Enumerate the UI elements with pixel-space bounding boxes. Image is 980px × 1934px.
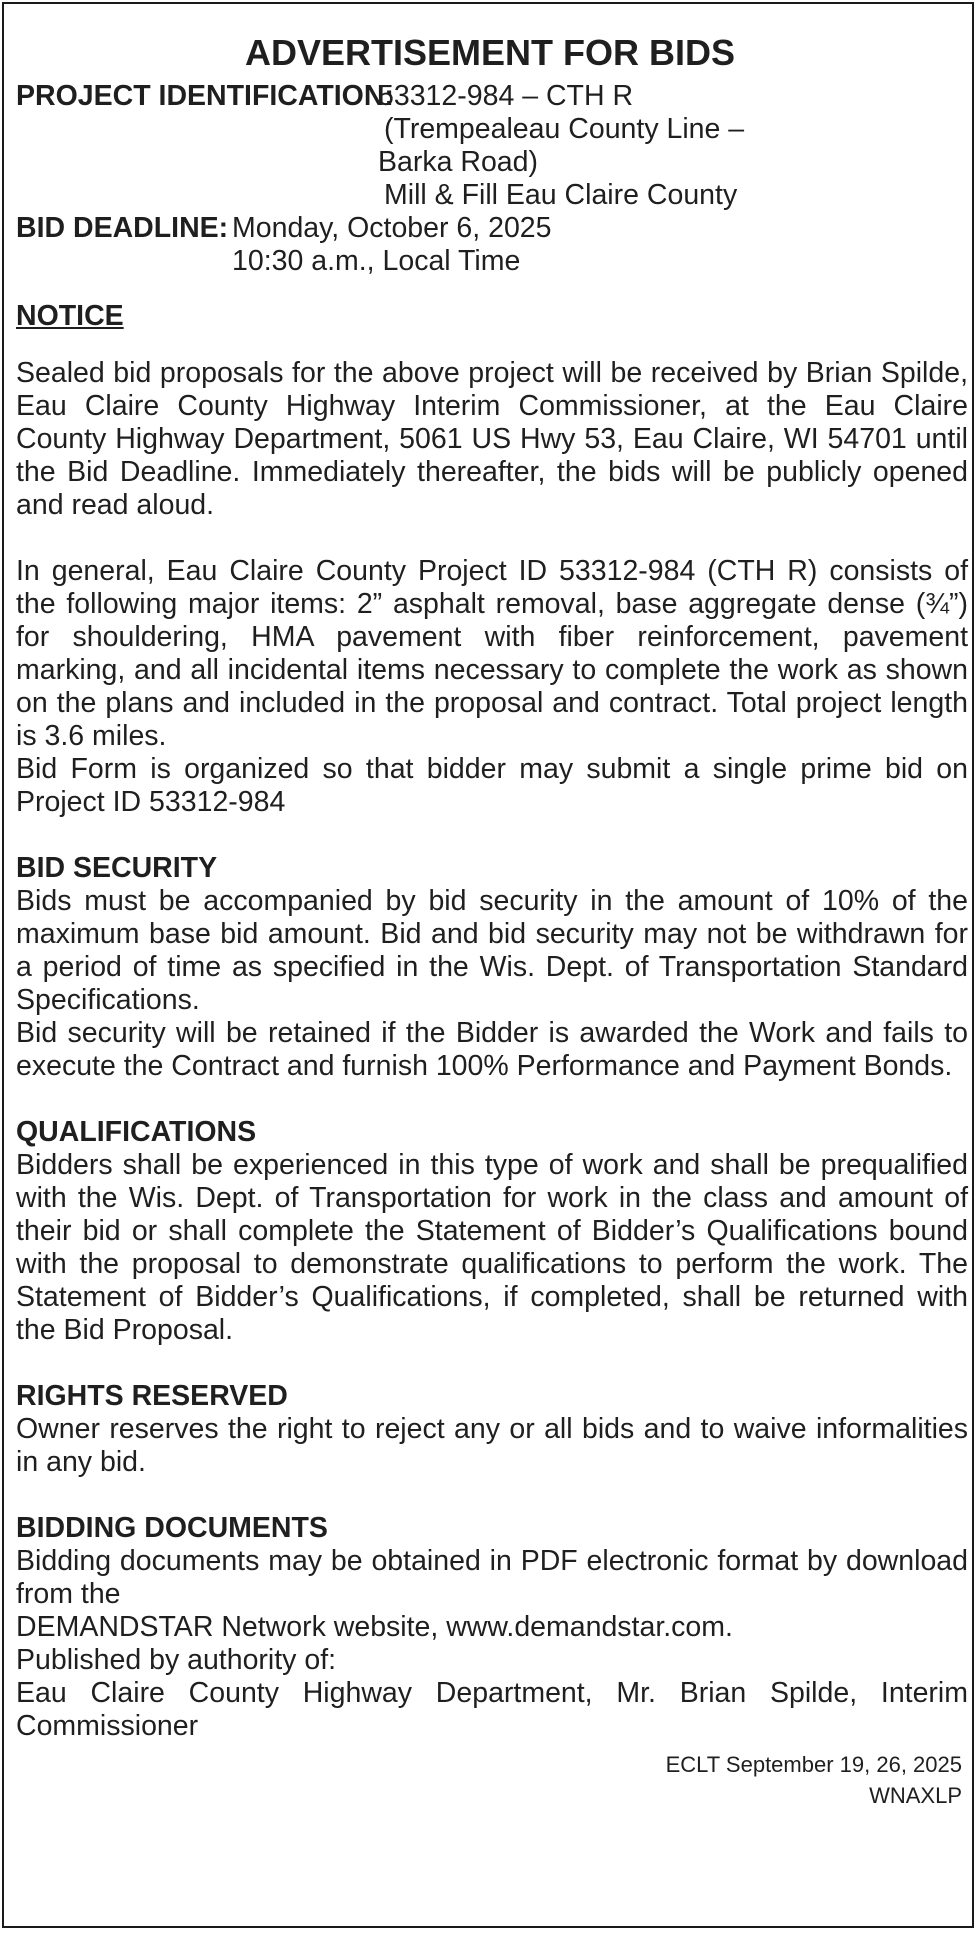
advertisement-notice (2, 2, 974, 1928)
project-scope-paragraph: In general, Eau Claire County Project ID 53312-984 (CTH R) consists of the following major items: 2” asphalt removal, base aggregate dense (¾”) for shouldering, HMA pavement with fiber reinforcement, pavement marking, and all incidental items necessary to complete the work as shown on the plans and included in the proposal and contract. Total project length is 3.6 miles. (16, 555, 968, 752)
qualifications-paragraph: Bidders shall be experienced in this type of work and shall be prequalified with the Wis. Dept. of Transportation for work in the class and amount of their bid or shall complete the Statement of Bidder’s Qualifications bound with the proposal to demonstrate qualifications to perform the work. The Statement of Bidder’s Qualifications, if completed, shall be returned with the Bid Proposal. (16, 1149, 968, 1346)
spacer (16, 1347, 968, 1380)
publication-dates: ECLT September 19, 26, 2025 (665, 1752, 962, 1777)
notice-content (16, 26, 968, 1811)
notice-heading: NOTICE (16, 300, 124, 332)
spacer (16, 333, 968, 357)
project-description-line: Mill & Fill Eau Claire County (384, 179, 738, 211)
project-line-row (16, 113, 968, 146)
bid-deadline-date: Monday, October 6, 2025 (232, 212, 552, 244)
bidding-documents-line: Bidding documents may be obtained in PDF electronic format by download from the (16, 1545, 968, 1610)
bid-security-paragraph: Bids must be accompanied by bid security in the amount of 10% of the maximum base bid amount. Bid and bid security may not be withdrawn for a period of time as specified in the Wis. Dept. of Transportation Standard Specifications. (16, 885, 968, 1016)
spacer (16, 1083, 968, 1116)
bid-form-paragraph: Bid Form is organized so that bidder may submit a single prime bid on Project ID 53312-984 (16, 753, 968, 818)
bidding-documents-heading: BIDDING DOCUMENTS (16, 1512, 328, 1544)
page-title: ADVERTISEMENT FOR BIDS (244, 32, 736, 73)
project-identification-label: PROJECT IDENTIFICATION: (16, 80, 394, 112)
bid-deadline-label: BID DEADLINE: (16, 212, 229, 244)
project-description-line: (Trempealeau County Line – (384, 113, 745, 145)
spacer (16, 278, 968, 300)
spacer (16, 819, 968, 852)
spacer (16, 522, 968, 555)
demandstar-line: DEMANDSTAR Network website, www.demandstar.com. (16, 1611, 733, 1643)
notice-paragraph: Sealed bid proposals for the above project will be received by Brian Spilde, Eau Claire County Highway Interim Commissioner, at the Eau Claire County Highway Department, 5061 US Hwy 53, Eau Claire, WI 54701 until the Bid Deadline. Immediately thereafter, the bids will be publicly opened and read aloud. (16, 357, 968, 521)
project-line-row (16, 179, 968, 212)
rights-reserved-heading: RIGHTS RESERVED (16, 1380, 288, 1412)
project-description-line: Barka Road) (378, 146, 538, 178)
published-by-line: Published by authority of: (16, 1644, 337, 1676)
authority-line: Eau Claire County Highway Department, Mr. Brian Spilde, Interim Commissioner (16, 1677, 968, 1742)
project-id-value: 53312-984 – CTH R (378, 80, 634, 112)
spacer (16, 1479, 968, 1512)
bid-security-heading: BID SECURITY (16, 852, 218, 884)
bid-deadline-row (16, 212, 968, 245)
project-identification-row (16, 80, 968, 113)
project-line-row (16, 146, 968, 179)
rights-reserved-paragraph: Owner reserves the right to reject any or all bids and to waive informalities in any bid. (16, 1413, 968, 1478)
bid-deadline-time-row (16, 245, 968, 278)
bid-deadline-time: 10:30 a.m., Local Time (232, 245, 521, 277)
bid-security-retention-paragraph: Bid security will be retained if the Bidder is awarded the Work and fails to execute the Contract and furnish 100% Performance and Payment Bonds. (16, 1017, 968, 1082)
publication-code: WNAXLP (869, 1783, 962, 1808)
qualifications-heading: QUALIFICATIONS (16, 1116, 257, 1148)
